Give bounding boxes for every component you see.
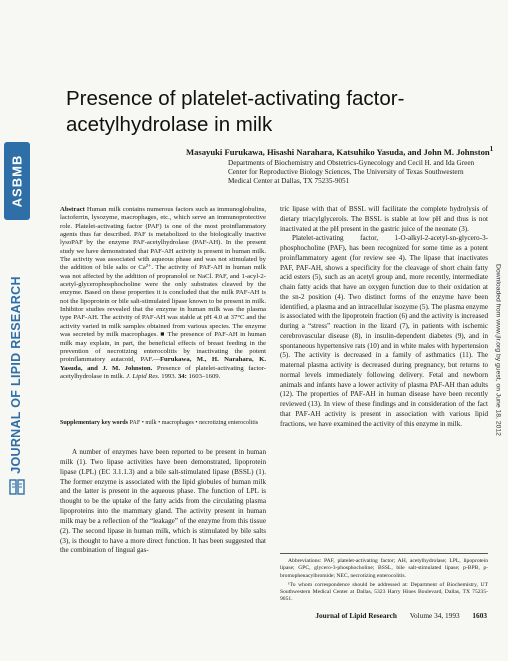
abbreviations-footnote: Abbreviations: PAF, platelet-activating factor; AH, acetylhydrolase; LPL, lipoprotein lipase; GPC, glycero-3-phosphocholine; BSSL, bile salt-stimulated lipase; p-BPB, p-bromophenacylbromide; NEC, necrotizing enterocolitis. — [280, 558, 488, 579]
citation-authors: Furukawa, M., H. Narahara, K. Yasuda, and J. M. Johnston. — [60, 356, 266, 372]
affiliation: Departments of Biochemistry and Obstetrics-Gynecology and Cecil H. and Ida Green Center for Reproductive Biology Sciences, The University of Texas Southwestern Medical Center at Dallas, TX 75235-9051 — [228, 159, 475, 186]
citation-pages: 1603–1609. — [188, 372, 221, 380]
abstract-text-2: The presence of PAF-AH in human milk may explain, in part, the beneficial effects of breast feeding in the prevention of necrotizing enterocolitis by inactivating the potent proinflammatory autacoid, PAF.— — [60, 331, 266, 364]
abstract-label: Abstract — [60, 206, 85, 213]
keywords-label: Supplementary key words — [60, 420, 129, 426]
right-paragraph-2: Platelet-activating factor, 1-O-alkyl-2-acetyl-sn-glycero-3-phosphocholine (PAF), has been recognized for some time as a potent proinflammatory agent (for review see 4). The lipase that inactivates PAF, PAF-AH, shows a specificity for the cleavage of short chain fatty acid esters (5), such as an acetyl group and, more recently, intermediate chain fatty acids that have an oxygen function due to their oxidation at the sn-2 position (4). Two distinct forms of the enzyme have been identified, a plasma and an intracellular isozyme (5). The plasma enzyme is associated with the lipoprotein fraction (6) and the activity is increased during a “stress” reaction in the lizard (7), in patients with ischemic cerebrovascular disease (8), in insulin-dependent diabetes (9), and in spontaneous hypertensive rats (10) and in white males with hypertension (5). The activity is decreased in a family of asthmatics (11). The maternal plasma activity is decreased during pregnancy, but returns to normal levels immediately following delivery. Fetal and newborn animals and infants have a lower activity of plasma PAF-AH than adults (12). The properties of PAF-AH in human disease have been recently reviewed (13). In view of these findings and in consideration of the fact that PAF-AH activity is present in association with various lipid fractions, we have examined the activity of this enzyme in milk. — [280, 234, 488, 428]
page-number: 1603 — [472, 611, 487, 620]
abstract-bullet-icon: ■ — [160, 331, 166, 339]
article-title: Presence of platelet-activating factor-acetylhydrolase in milk — [66, 87, 405, 136]
correspondence-footnote: ¹To whom correspondence should be addressed at: Department of Biochemistry, UT Southwestern Medical Center at Dallas, 5323 Harry Hines Boulevard, Dallas, TX 75235-9051. — [280, 581, 488, 603]
citation-year: 1993. — [161, 372, 177, 380]
open-book-icon — [9, 478, 25, 496]
asbmb-logo — [4, 142, 30, 220]
right-column — [280, 205, 488, 429]
keywords-block — [60, 420, 266, 428]
page-footer — [0, 611, 487, 620]
footnote-marker: 1 — [489, 145, 494, 153]
introduction-column — [60, 448, 266, 556]
citation-text: Presence of platelet-activating factor-acetylhydrolase in milk. — [60, 364, 266, 380]
keywords-text: PAF • milk • macrophages • necrotizing enterocolitis — [129, 420, 259, 426]
citation-volume: 34: — [177, 372, 187, 380]
download-watermark — [492, 250, 504, 450]
journal-sidebar-label — [3, 276, 29, 474]
journal-sidebar-text: JOURNAL OF LIPID RESEARCH — [9, 276, 23, 474]
abstract-block — [60, 206, 266, 381]
author-names: Masayuki Furukawa, Hisashi Narahara, Katsuhiko Yasuda, and John M. Johnston — [186, 146, 490, 157]
abstract-text: Human milk contains numerous factors such as immunoglobulins, lactoferrin, lysozyme, macrophages, etc., which serve an immunoprotective role. Platelet-activating factor (PAF) is one of the most proinflammatory agents thus far described. PAF is metabolized to the biologically inactive lysoPAF by the enzyme PAF-acetylhydrolase (PAF-AH). In the present study we have demonstrated that PAF-AH activity is present in human milk. The activity was associated with aqueous phase and was not stimulated by the addition of bile salts or Ca²⁺. The activity of PAF-AH in human milk was not affected by the addition of propranolol or NaCl. PAF, and 1-acyl-2-acetyl-glycerophosphocholine were the only substrates cleaved by the enzyme. Based on these properties it is concluded that the milk PAF-AH is not the lipoprotein or bile salt-stimulated lipase known to be present in milk. Inhibitor studies revealed that the enzyme in human milk was the plasma type PAF-AH. The activity of PAF-AH was stable at pH 4.0 at 37°C and the activity varied in milk samples obtained from various species. The enzyme was secreted by milk macrophages. — [60, 206, 266, 339]
download-watermark-text: Downloaded from www.jlr.org by guest, on June 18, 2012 — [494, 264, 502, 436]
right-paragraph-1: tric lipase with that of BSSL will facilitate the complete hydrolysis of dietary triacylglycerols. The BSSL is stable at low pH and thus is not inactivated at the pH present in the gastric juice of the neonate (3). — [280, 205, 488, 233]
intro-paragraph-1: A number of enzymes have been reported to be present in human milk (1). Two lipase activities have been demonstrated, lipoprotein lipase (LPL) (EC 3.1.1.3) and a bile salt-stimulated lipase (BSSL) (1). The former enzyme is associated with the lipid globules of human milk and the latter is present in the aqueous phase. The function of LPL is thought to be the uptake of the fatty acids from the circulating plasma lipoproteins into the mammary gland. The activity present in human milk may be a reflection of the “leakage” of the enzyme from this tissue (2). The second lipase in human milk, which is stimulated by bile salts (3), is thought to have a more direct function. It has been suggested that the combination of lingual gas- — [60, 448, 266, 555]
citation-journal: J. Lipid Res. — [126, 372, 160, 380]
footnotes — [280, 553, 488, 606]
author-list — [186, 145, 494, 157]
footer-volume: Volume 34, 1993 — [409, 611, 460, 620]
asbmb-logo-text: ASBMB — [9, 154, 25, 208]
footer-journal: Journal of Lipid Research — [315, 611, 397, 620]
